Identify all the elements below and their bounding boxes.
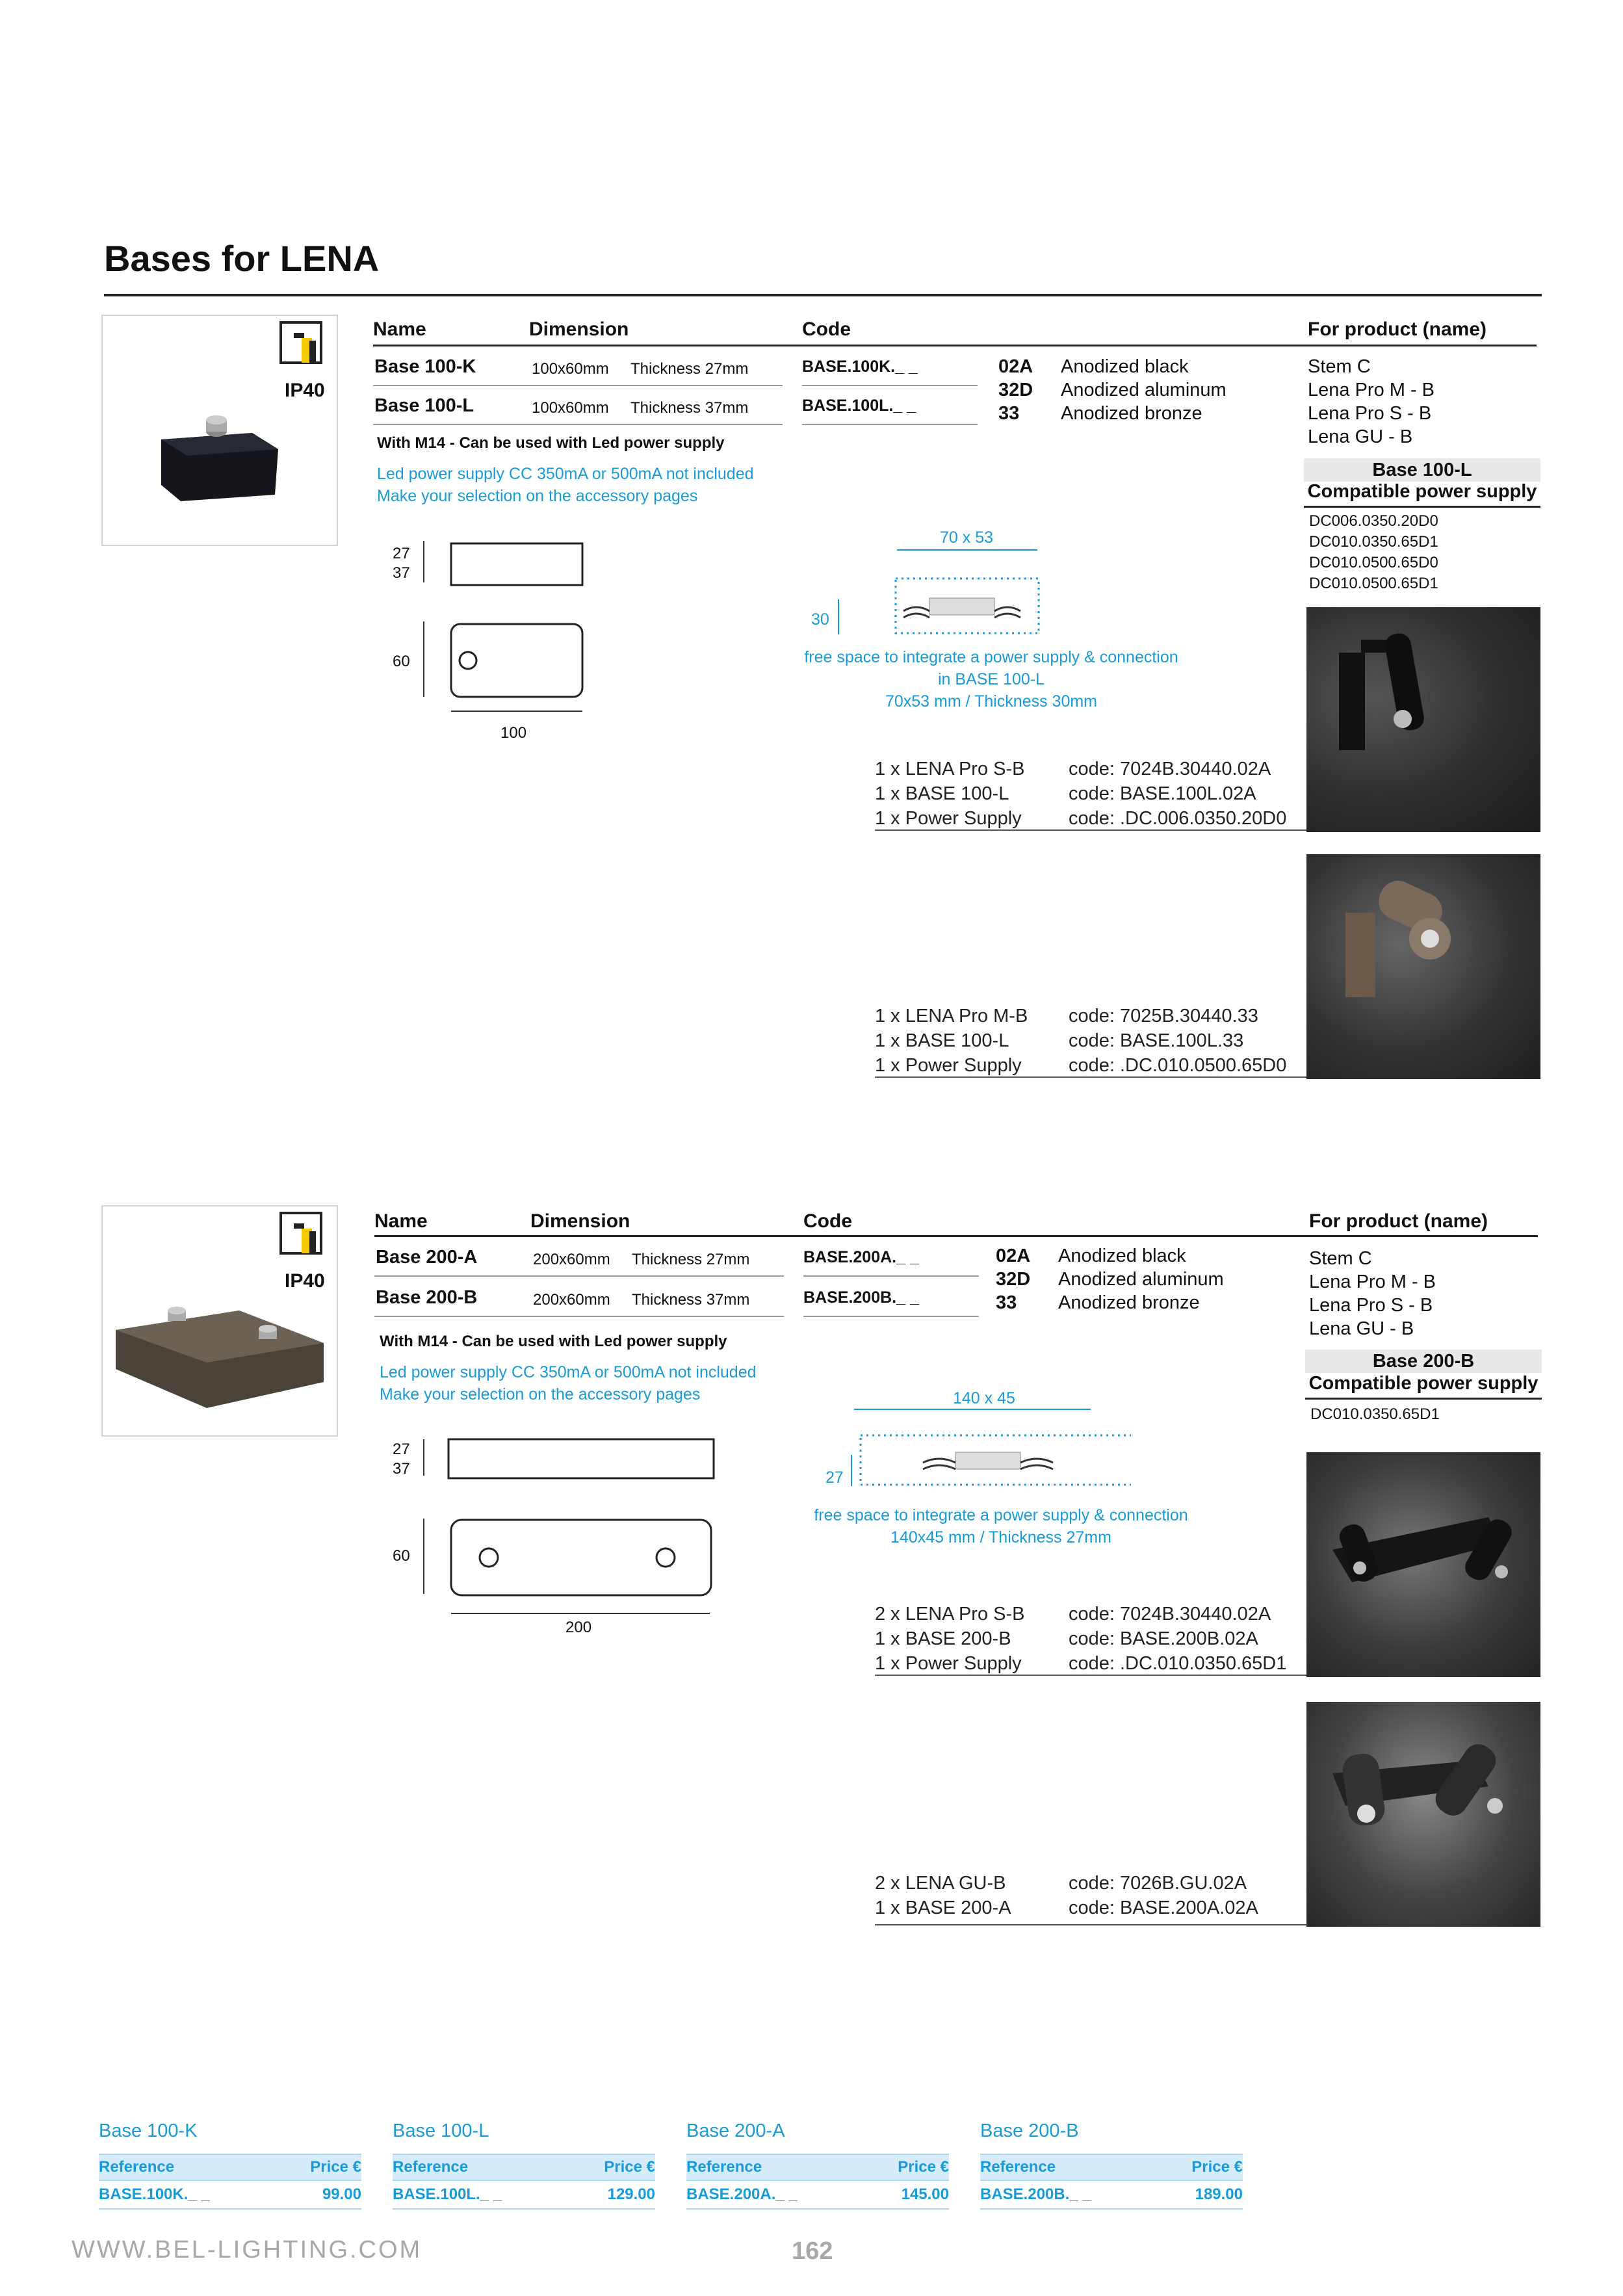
- price-header: Price €: [604, 2158, 655, 2176]
- compatible-product: Lena GU - B: [1309, 1318, 1414, 1339]
- finish-label: Anodized bronze: [1061, 403, 1202, 424]
- price-header: Price €: [1191, 2158, 1243, 2176]
- kit-item: 1 x Power Supply: [875, 1055, 1022, 1076]
- header-dimension: Dimension: [529, 319, 629, 340]
- ip-rating-icon: [279, 1212, 322, 1255]
- row-code: BASE.200A._ _: [803, 1248, 919, 1266]
- row-thickness: Thickness 37mm: [632, 1291, 750, 1309]
- finish-label: Anodized aluminum: [1058, 1269, 1224, 1290]
- kit-code: code: 7026B.GU.02A: [1069, 1873, 1247, 1894]
- kit-photo: [1306, 1702, 1540, 1927]
- double-lena-gu-spotlight-icon: [1306, 1702, 1540, 1927]
- compatible-product: Stem C: [1309, 1248, 1372, 1269]
- row-dimension: 100x60mm: [532, 360, 609, 378]
- price-value: 145.00: [901, 2185, 949, 2203]
- price-header: Price €: [310, 2158, 361, 2176]
- row-code: BASE.100K._ _: [802, 358, 918, 376]
- row-name: Base 100-L: [374, 395, 474, 416]
- finish-label: Anodized bronze: [1058, 1292, 1200, 1313]
- compat-item: DC010.0350.65D1: [1310, 1405, 1440, 1423]
- row-code: BASE.100L._ _: [802, 397, 916, 415]
- price-table-title: Base 100-L: [393, 2120, 489, 2141]
- base-100-product-image: [155, 413, 285, 504]
- lena-pro-s-spotlight-icon: [1306, 607, 1540, 832]
- kit-photo: [1306, 1452, 1540, 1677]
- kit-item: 1 x BASE 200-B: [875, 1628, 1011, 1649]
- row-name: Base 100-K: [374, 356, 476, 377]
- header-dimension: Dimension: [530, 1210, 630, 1232]
- space-dimension-top: 140 x 45: [953, 1389, 1015, 1407]
- compat-item: DC010.0350.65D1: [1309, 533, 1438, 551]
- price-table-header: [686, 2154, 949, 2180]
- row-name: Base 200-B: [376, 1287, 478, 1308]
- compatible-product: Lena Pro M - B: [1309, 1272, 1436, 1292]
- row-dimension: 100x60mm: [532, 399, 609, 417]
- finish-label: Anodized black: [1058, 1246, 1186, 1266]
- space-dimension-side: 27: [825, 1468, 844, 1487]
- dim-width: 60: [393, 653, 410, 670]
- power-supply-space-diagram: [832, 546, 1053, 644]
- kit-code: code: 7025B.30440.33: [1069, 1006, 1258, 1026]
- price-table-row: [686, 2180, 949, 2210]
- kit-item: 1 x Power Supply: [875, 1653, 1022, 1674]
- base-200-product-image: [109, 1291, 330, 1415]
- dim-height-1: 27: [393, 1441, 410, 1458]
- reference-value: BASE.200B._ _: [980, 2185, 1091, 2203]
- compat-title: Base 100-L: [1304, 458, 1540, 482]
- compat-rule: [1304, 506, 1540, 508]
- dim-height-2: 37: [393, 564, 410, 582]
- row-divider: [802, 385, 978, 386]
- header-code: Code: [803, 1210, 852, 1232]
- row-code: BASE.200B._ _: [803, 1288, 919, 1307]
- compat-title: Base 200-B: [1305, 1350, 1542, 1373]
- space-line-3: 70x53 mm / Thickness 30mm: [885, 692, 1098, 711]
- space-line-2: in BASE 100-L: [938, 670, 1045, 688]
- header-name: Name: [373, 319, 426, 340]
- price-value: 189.00: [1195, 2185, 1243, 2203]
- row-divider: [803, 1275, 979, 1277]
- price-table: [686, 2120, 949, 2210]
- price-table-title: Base 200-B: [980, 2120, 1079, 2141]
- ip-rating-label: IP40: [285, 380, 325, 401]
- row-divider: [373, 424, 783, 425]
- compatible-product: Stem C: [1308, 356, 1371, 377]
- price-header: Price €: [898, 2158, 949, 2176]
- page-title: Bases for LENA: [104, 238, 380, 279]
- compat-rule: [1305, 1398, 1542, 1400]
- row-divider: [374, 1275, 784, 1277]
- base-100-thumbnail: [101, 315, 338, 546]
- kit-code: code: .DC.006.0350.20D0: [1069, 808, 1287, 829]
- lena-pro-m-spotlight-icon: [1306, 854, 1540, 1079]
- price-table-row: [99, 2180, 361, 2210]
- price-table: [980, 2120, 1243, 2210]
- power-supply-note: Led power supply CC 350mA or 500mA not included: [377, 465, 754, 483]
- compatible-product: Lena GU - B: [1308, 426, 1413, 447]
- header-code: Code: [802, 319, 851, 340]
- row-thickness: Thickness 37mm: [630, 399, 749, 417]
- header-rule: [374, 1235, 1538, 1237]
- accessory-note: Make your selection on the accessory pages: [380, 1385, 701, 1403]
- compat-item: DC010.0500.65D0: [1309, 554, 1438, 571]
- reference-header: Reference: [686, 2158, 762, 2176]
- row-divider: [374, 1316, 784, 1317]
- price-table-title: Base 200-A: [686, 2120, 785, 2141]
- price-value: 99.00: [322, 2185, 361, 2203]
- base-200-technical-drawing: [416, 1430, 721, 1619]
- ip-rating-icon: [279, 321, 322, 364]
- m14-note: With M14 - Can be used with Led power supply: [380, 1333, 727, 1350]
- kit-item: 1 x LENA Pro S-B: [875, 759, 1025, 779]
- compatible-product: Lena Pro M - B: [1308, 380, 1435, 400]
- kit-code: code: 7024B.30440.02A: [1069, 1604, 1271, 1624]
- finish-code: 02A: [996, 1246, 1031, 1266]
- finish-label: Anodized aluminum: [1061, 380, 1227, 400]
- kit-code: code: BASE.200A.02A: [1069, 1898, 1258, 1918]
- finish-code: 33: [996, 1292, 1017, 1313]
- space-dimension-side: 30: [811, 610, 829, 629]
- kit-item: 1 x BASE 100-L: [875, 1030, 1009, 1051]
- dim-height-2: 37: [393, 1460, 410, 1478]
- reference-header: Reference: [99, 2158, 175, 2176]
- accessory-note: Make your selection on the accessory pages: [377, 487, 698, 505]
- header-for-product: For product (name): [1308, 319, 1487, 340]
- finish-code: 32D: [998, 380, 1033, 400]
- kit-item: 2 x LENA Pro S-B: [875, 1604, 1025, 1624]
- finish-code: 32D: [996, 1269, 1031, 1290]
- row-name: Base 200-A: [376, 1247, 478, 1268]
- title-divider: [104, 294, 1542, 296]
- power-supply-note: Led power supply CC 350mA or 500mA not included: [380, 1363, 757, 1381]
- kit-code: code: BASE.100L.02A: [1069, 783, 1256, 804]
- reference-header: Reference: [980, 2158, 1056, 2176]
- kit-item: 2 x LENA GU-B: [875, 1873, 1006, 1894]
- price-table: [393, 2120, 655, 2210]
- footer-website-link[interactable]: WWW.BEL-LIGHTING.COM: [71, 2236, 422, 2263]
- kit-code: code: .DC.010.0350.65D1: [1069, 1653, 1287, 1674]
- double-lena-pro-s-spotlight-icon: [1306, 1452, 1540, 1677]
- kit-photo: [1306, 607, 1540, 832]
- page-number: 162: [792, 2237, 833, 2265]
- space-dimension-top: 70 x 53: [940, 528, 994, 547]
- power-supply-space-diagram: [845, 1407, 1131, 1491]
- kit-code: code: .DC.010.0500.65D0: [1069, 1055, 1287, 1076]
- kit-item: 1 x Power Supply: [875, 808, 1022, 829]
- kit-item: 1 x BASE 100-L: [875, 783, 1009, 804]
- row-divider: [373, 385, 783, 386]
- price-table-header: [99, 2154, 361, 2180]
- compatible-product: Lena Pro S - B: [1308, 403, 1432, 424]
- price-table-header: [980, 2154, 1243, 2180]
- row-dimension: 200x60mm: [533, 1251, 610, 1268]
- dim-length: 200: [565, 1619, 592, 1636]
- kit-item: 1 x BASE 200-A: [875, 1898, 1011, 1918]
- reference-value: BASE.200A._ _: [686, 2185, 798, 2203]
- header-for-product: For product (name): [1309, 1210, 1488, 1232]
- row-thickness: Thickness 27mm: [632, 1251, 750, 1268]
- row-dimension: 200x60mm: [533, 1291, 610, 1309]
- price-table-row: [980, 2180, 1243, 2210]
- dim-length: 100: [500, 724, 527, 742]
- price-table-title: Base 100-K: [99, 2120, 198, 2141]
- dim-width: 60: [393, 1547, 410, 1565]
- kit-rule: [875, 1924, 1306, 1925]
- space-line-1: free space to integrate a power supply & connection: [804, 648, 1178, 666]
- row-thickness: Thickness 27mm: [630, 360, 749, 378]
- reference-value: BASE.100L._ _: [393, 2185, 502, 2203]
- kit-code: code: BASE.100L.33: [1069, 1030, 1244, 1051]
- kit-photo: [1306, 854, 1540, 1079]
- m14-note: With M14 - Can be used with Led power supply: [377, 434, 725, 452]
- compat-item: DC010.0500.65D1: [1309, 575, 1438, 592]
- header-name: Name: [374, 1210, 428, 1232]
- kit-item: 1 x LENA Pro M-B: [875, 1006, 1028, 1026]
- space-line-1: free space to integrate a power supply & connection: [814, 1506, 1188, 1524]
- kit-code: code: BASE.200B.02A: [1069, 1628, 1258, 1649]
- price-table-header: [393, 2154, 655, 2180]
- row-divider: [803, 1316, 979, 1317]
- compat-subtitle: Compatible power supply: [1307, 481, 1537, 502]
- reference-value: BASE.100K._ _: [99, 2185, 210, 2203]
- price-table: [99, 2120, 361, 2210]
- base-100-technical-drawing: [416, 533, 598, 715]
- price-value: 129.00: [607, 2185, 655, 2203]
- dim-height-1: 27: [393, 545, 410, 562]
- compat-item: DC006.0350.20D0: [1309, 512, 1438, 530]
- row-divider: [802, 424, 978, 425]
- compat-subtitle: Compatible power supply: [1308, 1373, 1539, 1394]
- reference-header: Reference: [393, 2158, 469, 2176]
- kit-code: code: 7024B.30440.02A: [1069, 759, 1271, 779]
- compatible-product: Lena Pro S - B: [1309, 1295, 1433, 1316]
- finish-label: Anodized black: [1061, 356, 1189, 377]
- price-table-row: [393, 2180, 655, 2210]
- finish-code: 33: [998, 403, 1020, 424]
- header-rule: [373, 345, 1537, 346]
- finish-code: 02A: [998, 356, 1033, 377]
- ip-rating-label: IP40: [285, 1270, 325, 1292]
- base-200-thumbnail: [101, 1205, 338, 1437]
- space-line-2: 140x45 mm / Thickness 27mm: [890, 1528, 1111, 1546]
